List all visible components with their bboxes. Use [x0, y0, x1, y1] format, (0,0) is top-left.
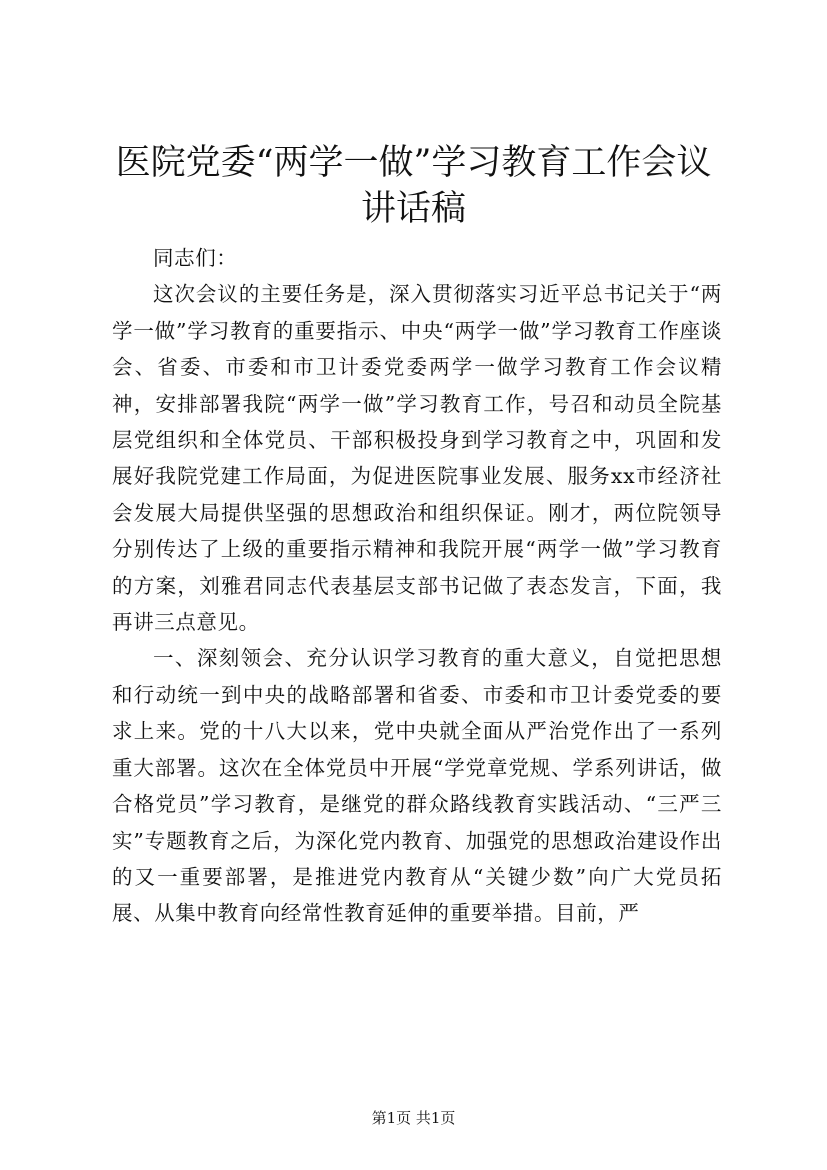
page-footer: 第1页 共1页	[371, 1109, 456, 1127]
document-body	[112, 240, 722, 932]
greeting: 同志们：	[153, 246, 238, 270]
paragraph-2: 一、深刻领会、充分认识学习教育的重大意义，自觉把思想和行动统一到中央的战略部署和省委、市委和市卫计委党委的要求上来。党的十八大以来，党中央就全面从严治党作出了一系列重大部署。这次在全体党员中开展“学党章党规、学系列讲话，做合格党员”学习教育，是继党的群众路线教育实践活动、“三严三实”专题教育之后，为深化党内教育、加强党的思想政治建设作出的又一重要部署，是推进党内教育从“关键少数”向广大党员拓展、从集中教育向经常性教育延伸的重要举措。目前，严	[112, 646, 722, 926]
paragraph-1: 这次会议的主要任务是，深入贯彻落实习近平总书记关于“两学一做”学习教育的重要指示、中央“两学一做”学习教育工作座谈会、省委、市委和市卫计委党委两学一做学习教育工作会议精神，安排部署我院“两学一做”学习教育工作，号召和动员全院基层党组织和全体党员、干部积极投身到学习教育之中，巩固和发展好我院党建工作局面，为促进医院事业发展、服务xx市经济社会发展大局提供坚强的思想政治和组织保证。刚才，两位院领导分别传达了上级的重要指示精神和我院开展“两学一做”学习教育的方案，刘雅君同志代表基层支部书记做了表态发言，下面，我再讲三点意见。	[112, 282, 722, 635]
document-title: 医院党委“两学一做”学习教育工作会议讲话稿	[115, 143, 712, 229]
